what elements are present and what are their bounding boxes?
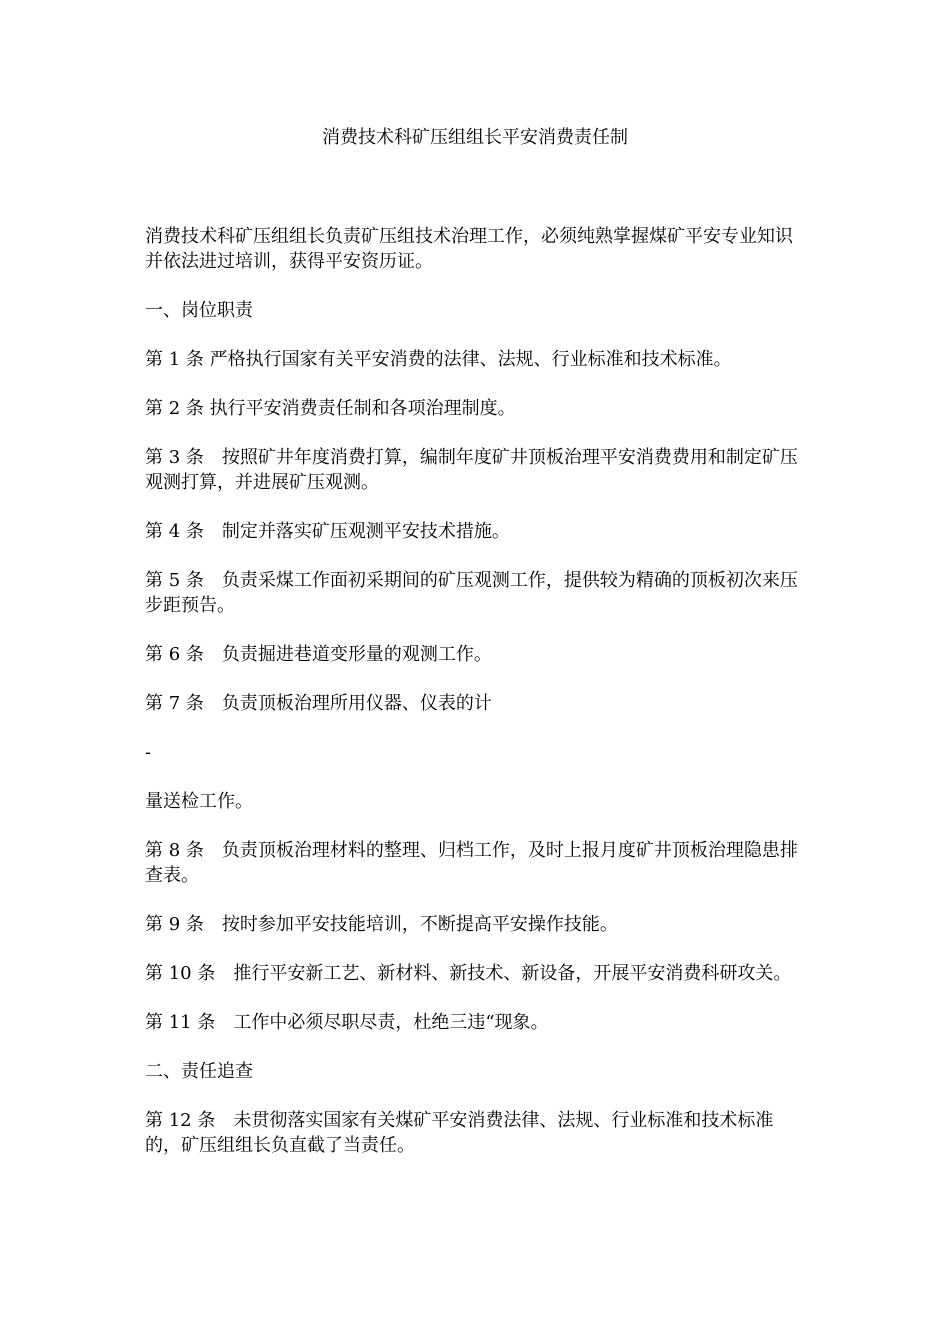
intro-paragraph: 消费技术科矿压组组长负责矿压组技术治理工作，必须纯熟掌握煤矿平安专业知识并依法进过培训，获得平安资历证。: [145, 226, 793, 272]
section-heading-duties: 一、岗位职责: [145, 300, 253, 321]
document-title: 消费技术科矿压组组长平安消费责任制: [322, 127, 628, 148]
document-body: [145, 224, 807, 1182]
article-7-part-2: 量送检工作。: [145, 791, 253, 812]
article-9: 第 9 条 按时参加平安技能培训，不断提高平安操作技能。: [145, 914, 618, 935]
article-10: 第 10 条 推行平安新工艺、新材料、新技术、新设备，开展平安消费科研攻关。: [145, 963, 792, 984]
article-3: 第 3 条 按照矿井年度消费打算，编制年度矿井顶板治理平安消费费用和制定矿压观测打算，并进展矿压观测。: [145, 447, 798, 493]
section-heading-accountability: 二、责任追查: [145, 1061, 253, 1082]
article-11: 第 11 条 工作中必须尽职尽责，杜绝三违“现象。: [145, 1012, 549, 1033]
article-1: 第 1 条 严格执行国家有关平安消费的法律、法规、行业标准和技术标准。: [145, 349, 732, 370]
article-12: 第 12 条 未贯彻落实国家有关煤矿平安消费法律、法规、行业标准和技术标准的，矿压组组长负直截了当责任。: [145, 1110, 774, 1156]
article-5: 第 5 条 负责采煤工作面初采期间的矿压观测工作，提供较为精确的顶板初次来压步距预告。: [145, 570, 798, 616]
article-6: 第 6 条 负责掘进巷道变形量的观测工作。: [145, 644, 492, 665]
article-7-part-1: 第 7 条 负责顶板治理所用仪器、仪表的计: [145, 693, 492, 714]
article-8: 第 8 条 负责顶板治理材料的整理、归档工作，及时上报月度矿井顶板治理隐患排查表。: [145, 840, 798, 886]
article-4: 第 4 条 制定并落实矿压观测平安技术措施。: [145, 521, 510, 542]
page-break-dash: -: [145, 742, 152, 763]
article-2: 第 2 条 执行平安消费责任制和各项治理制度。: [145, 398, 516, 419]
